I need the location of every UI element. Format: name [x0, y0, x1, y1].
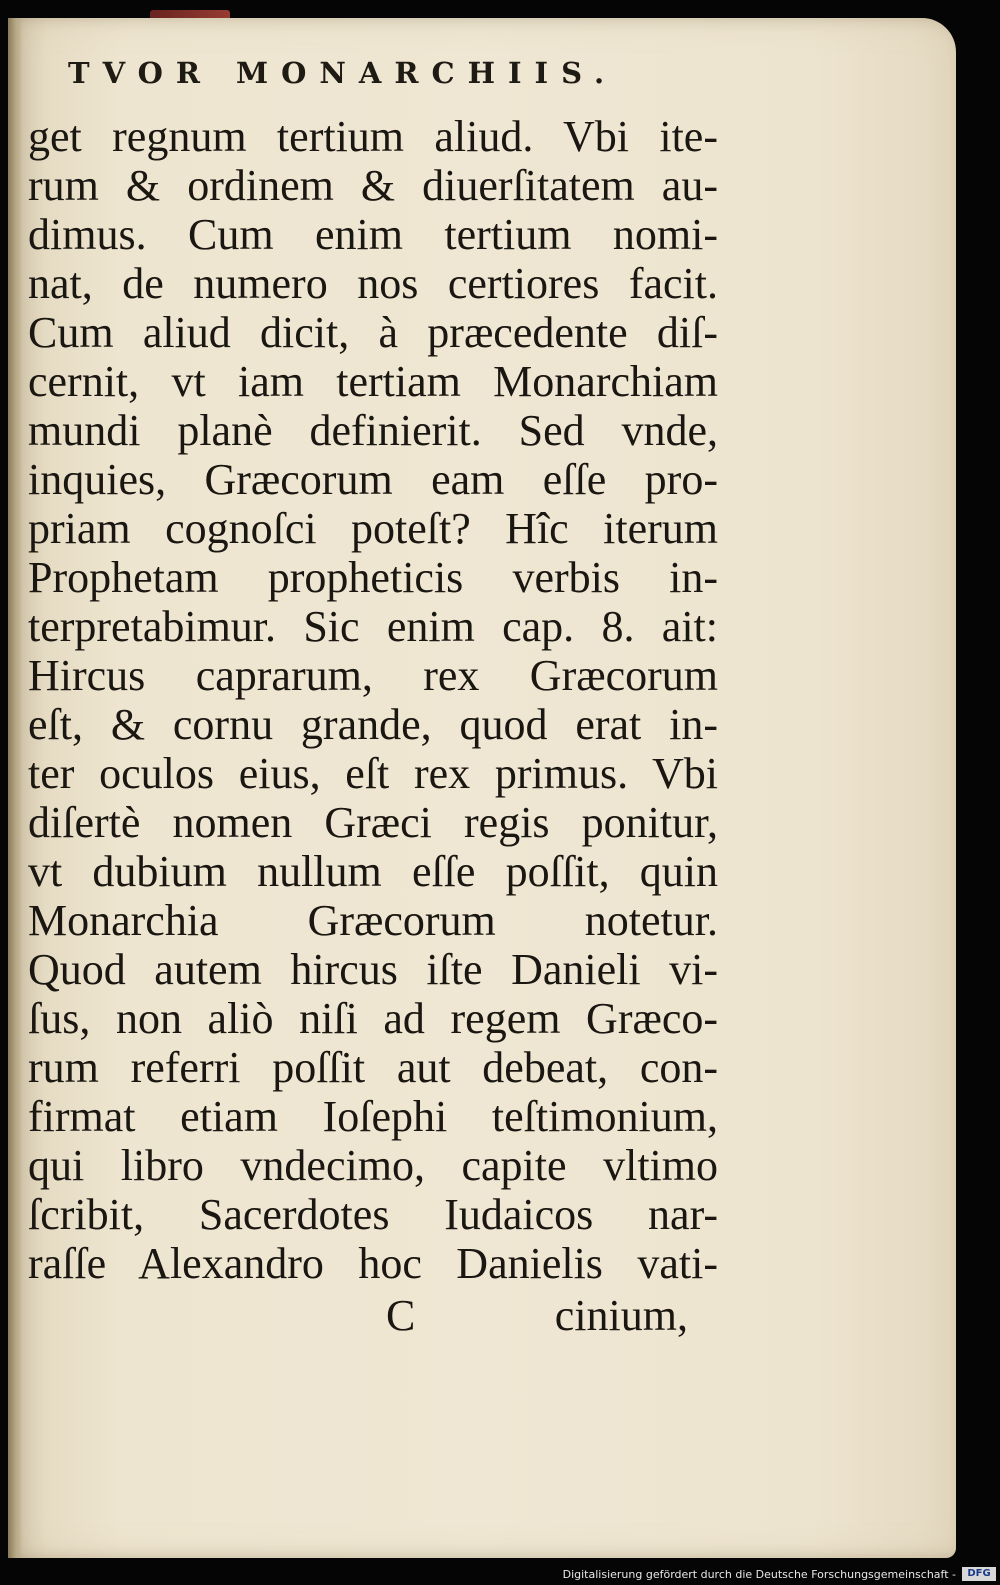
- text-line: diſertè nomen Græci regis ponitur,: [28, 798, 718, 847]
- signature-line: [28, 1291, 688, 1341]
- dfg-logo: DFG: [962, 1567, 996, 1581]
- text-line: dimus. Cum enim tertium nomi-: [28, 210, 718, 259]
- text-line: cernit, vt iam tertiam Monarchiam: [28, 357, 718, 406]
- text-line: rum & ordinem & diuerſitatem au-: [28, 161, 718, 210]
- text-line: nat, de numero nos certiores facit.: [28, 259, 718, 308]
- text-line: Hircus caprarum, rex Græcorum: [28, 651, 718, 700]
- text-line: raſſe Alexandro hoc Danielis vati-: [28, 1239, 718, 1288]
- text-line: Monarchia Græcorum notetur.: [28, 896, 718, 945]
- signature-mark: C: [386, 1291, 416, 1340]
- book-page: [8, 18, 956, 1558]
- text-line: get regnum tertium aliud. Vbi ite-: [28, 112, 718, 161]
- text-line: ſus, non aliò niſi ad regem Græco-: [28, 994, 718, 1043]
- text-line: inquies, Græcorum eam eſſe pro-: [28, 455, 718, 504]
- text-line: terpretabimur. Sic enim cap. 8. ait:: [28, 602, 718, 651]
- text-line: priam cognoſci poteſt? Hîc iterum: [28, 504, 718, 553]
- text-line: Cum aliud dicit, à præcedente diſ-: [28, 308, 718, 357]
- text-line: ſcribit, Sacerdotes Iudaicos nar-: [28, 1190, 718, 1239]
- footer-credit: Digitalisierung gefördert durch die Deutsche Forschungsgemeinschaft -: [562, 1568, 956, 1581]
- text-line: Quod autem hircus iſte Danieli vi-: [28, 945, 718, 994]
- text-line: Prophetam propheticis verbis in-: [28, 553, 718, 602]
- text-line: ter oculos eius, eſt rex primus. Vbi: [28, 749, 718, 798]
- text-line: qui libro vndecimo, capite vltimo: [28, 1141, 718, 1190]
- text-line: vt dubium nullum eſſe poſſit, quin: [28, 847, 718, 896]
- body-text: [28, 112, 718, 1288]
- text-line: rum referri poſſit aut debeat, con-: [28, 1043, 718, 1092]
- text-line: mundi planè definierit. Sed vnde,: [28, 406, 718, 455]
- text-line: firmat etiam Ioſephi teſtimonium,: [28, 1092, 718, 1141]
- catchword: cinium,: [554, 1291, 688, 1340]
- running-head: TVOR MONARCHIIS.: [68, 56, 618, 90]
- binding-edge: [8, 18, 22, 1558]
- text-line: eſt, & cornu grande, quod erat in-: [28, 700, 718, 749]
